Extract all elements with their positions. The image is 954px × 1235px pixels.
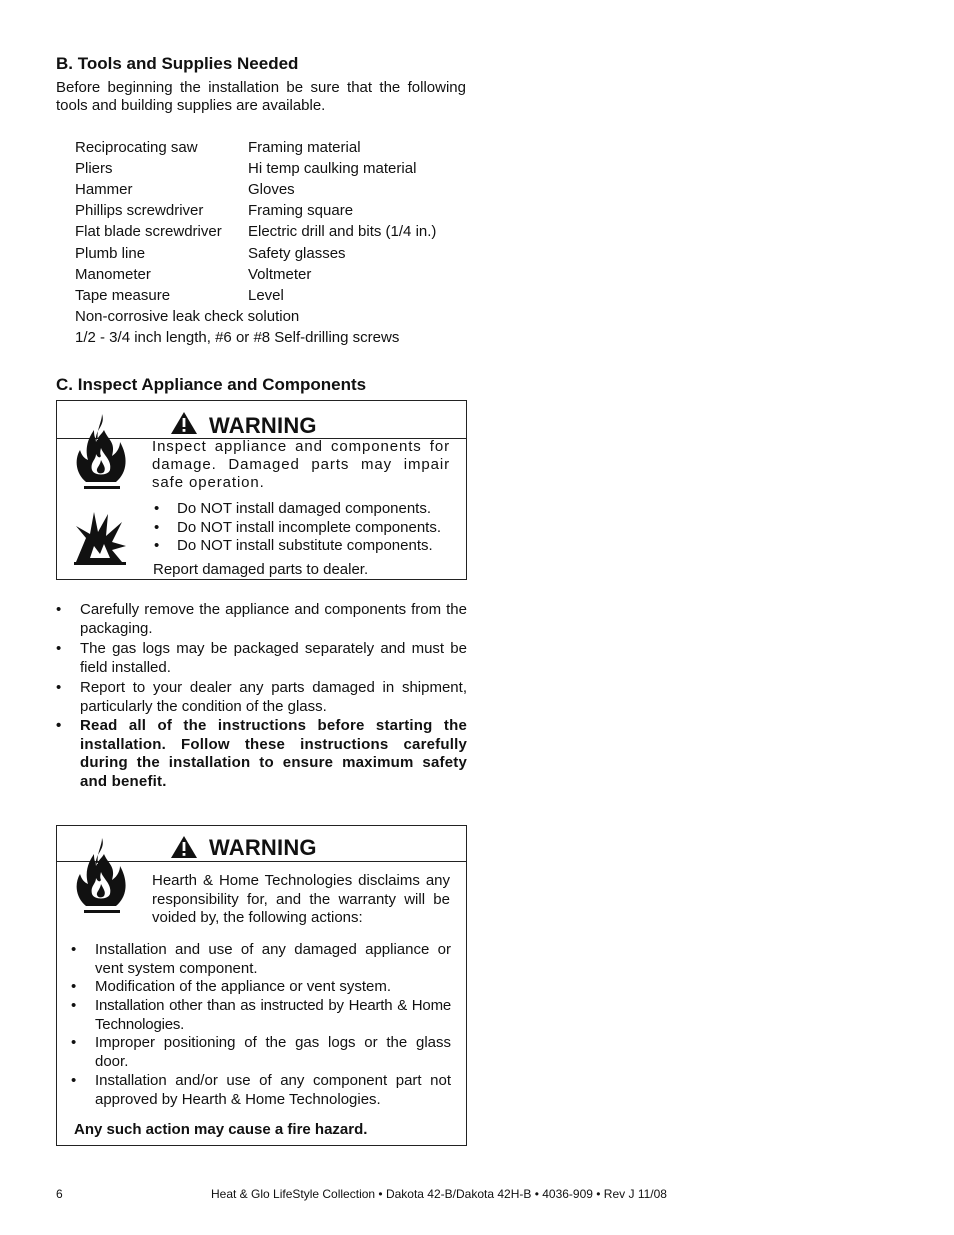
bullet: • — [154, 500, 160, 517]
supply-item-full: Non-corrosive leak check solution — [75, 308, 300, 325]
explosion-hazard-icon — [72, 508, 128, 566]
section-b-heading: B. Tools and Supplies Needed — [56, 54, 299, 73]
flame-hazard-icon — [72, 836, 130, 916]
warning-list-item: • Do NOT install substitute components. — [154, 537, 433, 554]
bullet: • — [154, 519, 160, 536]
warning-closing: Report damaged parts to dealer. — [153, 561, 369, 578]
warning-intro-text: Inspect appliance and components for damage. Damaged parts may impair safe operation. — [152, 438, 450, 491]
tool-item: Hammer — [75, 181, 133, 198]
tool-item: Phillips screwdriver — [75, 202, 204, 219]
footer-text: Heat & Glo LifeStyle Collection • Dakota 42-B/Dakota 42H-B • 4036-909 • Rev J 11/08 — [211, 1187, 667, 1201]
warning-title: WARNING — [209, 835, 317, 860]
supply-item: Framing square — [248, 202, 354, 219]
warning-intro: Hearth & Home Technologies disclaims any responsibility for, and the warranty will be voided by, the following actions: — [152, 872, 450, 926]
tool-item: Tape measure — [75, 287, 171, 304]
supply-item: Voltmeter — [248, 266, 312, 283]
supply-item: Safety glasses — [248, 245, 346, 262]
supply-item: Level — [248, 287, 284, 304]
page-number: 6 — [56, 1187, 63, 1201]
instruction-item: • Carefully remove the appliance and components from the packaging. — [56, 601, 467, 637]
warning-list-item: • Do NOT install damaged components. — [154, 500, 432, 517]
warning-list-item: • Improper positioning of the gas logs or the glass door. — [71, 1034, 451, 1070]
tool-item: Plumb line — [75, 245, 146, 262]
warning-triangle-icon — [170, 835, 198, 859]
section-b-intro: Before beginning the installation be sure that the following tools and building supplies are available. — [56, 79, 466, 114]
warning-intro — [152, 438, 450, 492]
section-c-heading: C. Inspect Appliance and Components — [56, 375, 367, 394]
tool-item: Flat blade screwdriver — [75, 223, 222, 240]
tool-item: Manometer — [75, 266, 151, 283]
warning-list-item: • Installation other than as instructed by Hearth & Home Technologies. — [71, 997, 451, 1033]
warning-list-item: • Do NOT install incomplete components. — [154, 519, 442, 536]
instruction-item: • Report to your dealer any parts damaged in shipment, particularly the condition of the glass. — [56, 679, 467, 715]
instruction-item: • The gas logs may be packaged separately and must be field installed. — [56, 640, 467, 676]
warning-closing: Any such action may cause a fire hazard. — [74, 1121, 368, 1138]
warning-list-item: • Installation and use of any damaged appliance or vent system component. — [71, 941, 451, 977]
tool-item: Pliers — [75, 160, 113, 177]
supply-item: Framing material — [248, 139, 361, 156]
supply-item-full: 1/2 - 3/4 inch length, #6 or #8 Self-drilling screws — [75, 329, 400, 346]
supply-item: Gloves — [248, 181, 295, 198]
supply-item: Electric drill and bits (1/4 in.) — [248, 223, 437, 240]
warning-triangle-icon — [170, 411, 198, 435]
warning-list-item: • Installation and/or use of any component part not approved by Hearth & Home Technologies. — [71, 1072, 451, 1108]
supply-item: Hi temp caulking material — [248, 160, 417, 177]
tool-item: Reciprocating saw — [75, 139, 198, 156]
instruction-item-bold: • Read all of the instructions before starting the installation. Follow these instructions carefully during the installation to ensure maximum safety and benefit. — [56, 717, 467, 790]
warning-list-item: • Modification of the appliance or vent system. — [71, 978, 391, 995]
warning-title: WARNING — [209, 413, 317, 438]
bullet: • — [154, 537, 160, 554]
flame-hazard-icon — [72, 412, 130, 492]
